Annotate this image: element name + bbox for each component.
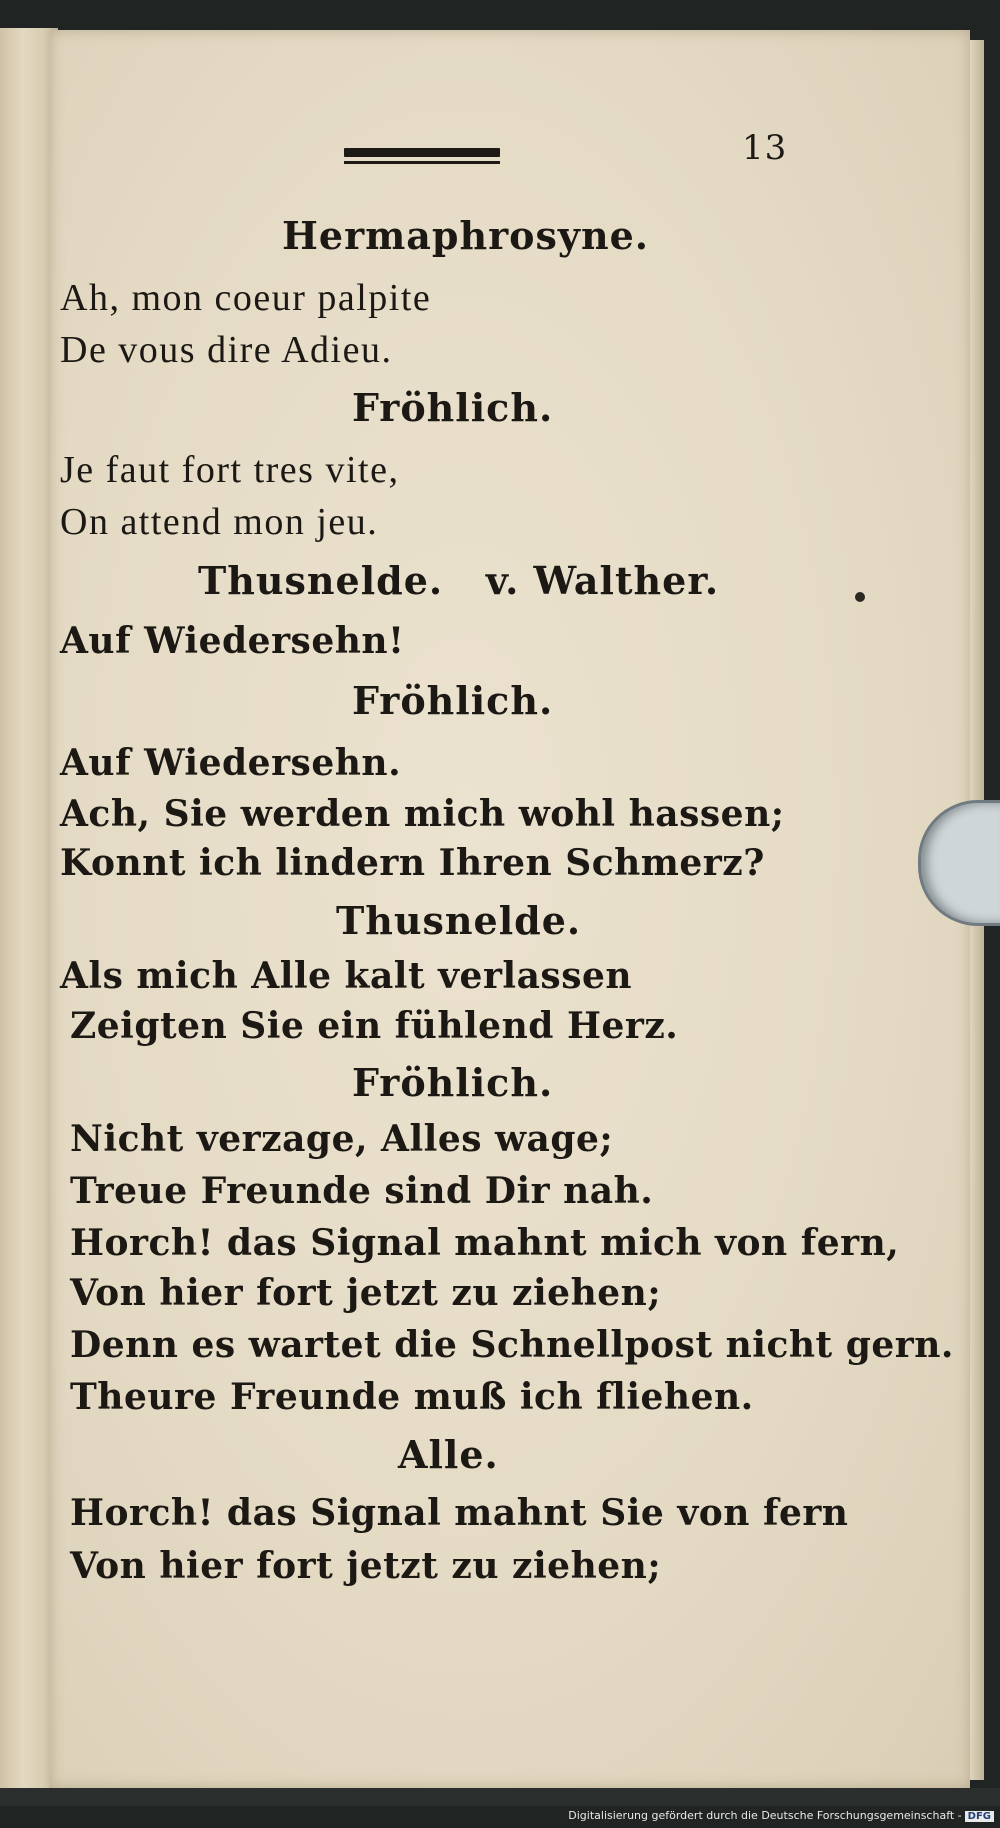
- verse-line: Auf Wiedersehn.: [60, 742, 402, 784]
- verse-line: On attend mon jeu.: [60, 501, 379, 543]
- header-rule-thick: [344, 148, 500, 157]
- verse-line: Von hier fort jetzt zu ziehen;: [70, 1545, 662, 1587]
- credit-text: Digitalisierung gefördert durch die Deutsche Forschungsgemeinschaft -: [568, 1809, 962, 1822]
- verse-line: Auf Wiedersehn!: [60, 620, 405, 662]
- scan-bottom-border: [0, 1788, 1000, 1806]
- verse-line: Je faut fort tres vite,: [60, 449, 400, 491]
- verse-line: Zeigten Sie ein fühlend Herz.: [70, 1005, 679, 1047]
- header-rule: [344, 148, 500, 168]
- verse-line: Konnt ich lindern Ihren Schmerz?: [60, 842, 765, 884]
- verse-line: Treue Freunde sind Dir nah.: [70, 1170, 654, 1212]
- verse-line: Als mich Alle kalt verlassen: [60, 955, 633, 997]
- speaker-thusnelde-walther: Thusnelde. v. Walther.: [198, 558, 720, 603]
- dfg-logo: DFG: [965, 1811, 994, 1822]
- speaker-alle: Alle.: [398, 1432, 499, 1477]
- verse-line: Von hier fort jetzt zu ziehen;: [70, 1272, 662, 1314]
- verse-line: De vous dire Adieu.: [60, 329, 393, 371]
- verse-line: Ach, Sie werden mich wohl hassen;: [60, 793, 785, 835]
- verse-line: Denn es wartet die Schnellpost nicht gern.: [70, 1324, 954, 1366]
- digitization-credit: [568, 1809, 994, 1822]
- verse-line: Horch! das Signal mahnt Sie von fern: [70, 1492, 849, 1534]
- verse-line: Nicht verzage, Alles wage;: [70, 1118, 614, 1160]
- speaker-froehlich: Fröhlich.: [352, 1060, 554, 1105]
- verse-line: Ah, mon coeur palpite: [60, 277, 432, 319]
- speaker-froehlich: Fröhlich.: [352, 385, 554, 430]
- verse-line: Horch! das Signal mahnt mich von fern,: [70, 1222, 900, 1264]
- speaker-froehlich: Fröhlich.: [352, 678, 554, 723]
- page-number: 13: [742, 128, 788, 168]
- verse-line: Theure Freunde muß ich fliehen.: [70, 1376, 754, 1418]
- speaker-thusnelde: Thusnelde.: [336, 898, 582, 943]
- speaker-hermaphrosyne: Hermaphrosyne.: [282, 213, 650, 258]
- ink-dot: [855, 592, 865, 602]
- header-rule-thin: [344, 161, 500, 164]
